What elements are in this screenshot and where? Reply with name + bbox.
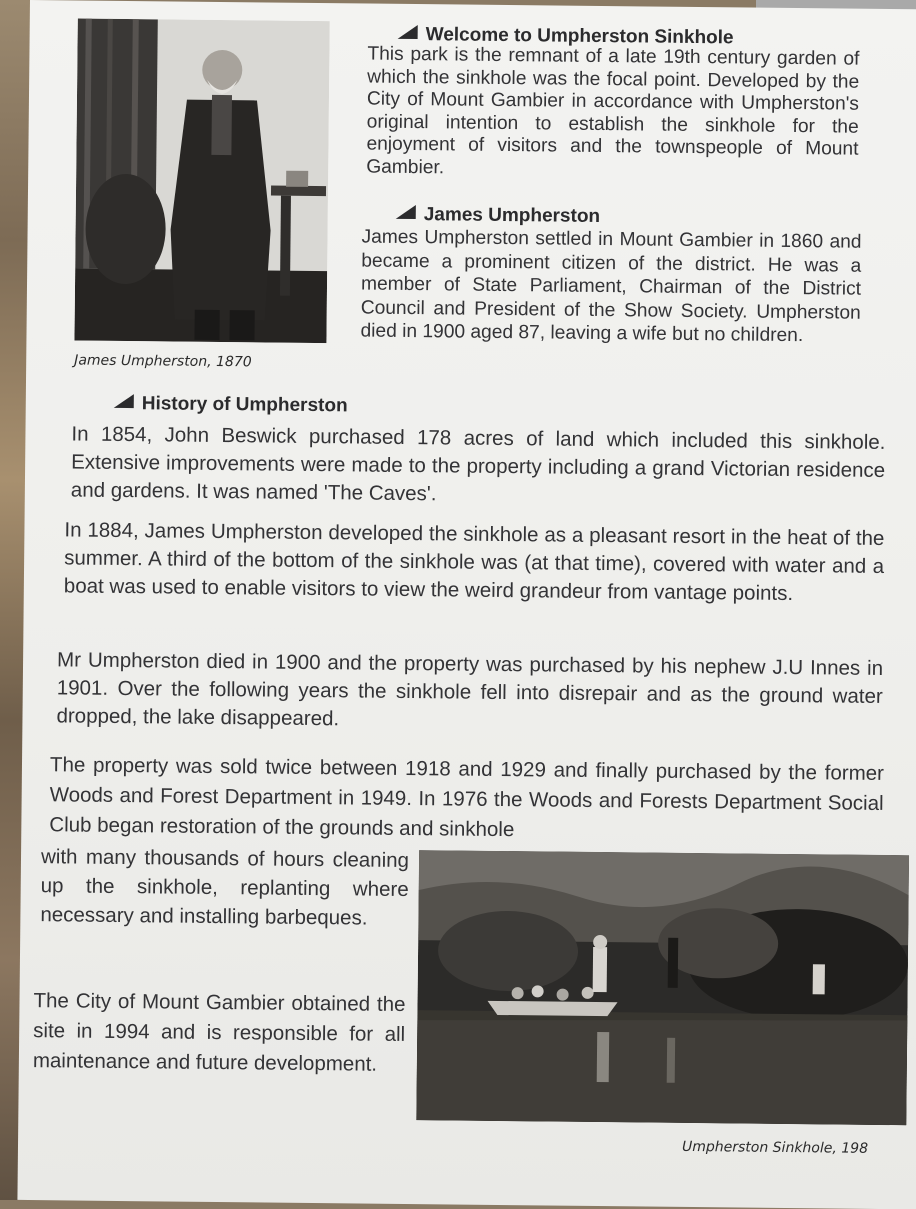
- history-paragraph-3: Mr Umpherston died in 1900 and the property was purchased by his nephew J.U Innes in 1901. Over the following years the sinkhole fell into disrepair and as the ground water dropped, the lake disappeared.: [56, 648, 884, 731]
- welcome-text: This park is the remnant of a late 19th century garden of which the sinkhole was the focal point. Developed by the City of Mount Gambier in accordance with Umpherston's original intention to establish the sinkhole for the enjoyment of visitors and the townspeople of Mount Gambier.: [366, 43, 860, 179]
- portrait-caption: James Umpherston, 1870: [74, 352, 252, 371]
- triangle-bullet-icon: [114, 394, 134, 408]
- welcome-heading: Welcome to Umpherston Sinkhole: [398, 24, 734, 50]
- triangle-bullet-icon: [398, 25, 418, 39]
- history-paragraph-4: The property was sold twice between 1918 and 1929 and finally purchased by the former Woods and Forest Department in 1949. In 1976 the Woods and Forests Department Social Club began restoration of the grounds and sinkhole: [49, 753, 885, 842]
- triangle-bullet-icon: [396, 205, 416, 219]
- info-sheet: [17, 0, 916, 1209]
- history-paragraph-2: In 1884, James Umpherston developed the sinkhole as a pleasant resort in the heat of the summer. A third of the bottom of the sinkhole was (at that time), covered with water and a boat was used to enable visitors to view the weird grandeur from vantage points.: [63, 518, 885, 606]
- history-paragraph-5: with many thousands of hours cleaning up the sinkhole, replanting where necessary and installing barbeques.: [40, 845, 410, 930]
- sinkhole-caption: Umpherston Sinkhole, 198: [681, 1138, 869, 1157]
- portrait-photo: [74, 19, 329, 344]
- history-heading: History of Umpherston: [114, 393, 348, 417]
- history-paragraph-1: In 1854, John Beswick purchased 178 acres of land which included this sinkhole. Extensive improvements were made to the property including a grand Victorian residence and gardens. It was named 'The Caves'.: [70, 422, 886, 506]
- bio-heading: James Umpherston: [396, 204, 601, 228]
- bio-text: James Umpherston settled in Mount Gambier in 1860 and became a prominent citizen of the district. He was a member of State Parliament, Chairman of the District Council and President of the Show Society. Umpherston died in 1900 aged 87, leaving a wife but no children.: [360, 226, 862, 347]
- sinkhole-photo: [416, 850, 909, 1125]
- history-paragraph-6: The City of Mount Gambier obtained the site in 1994 and is responsible for all maintenance and future development.: [32, 989, 406, 1076]
